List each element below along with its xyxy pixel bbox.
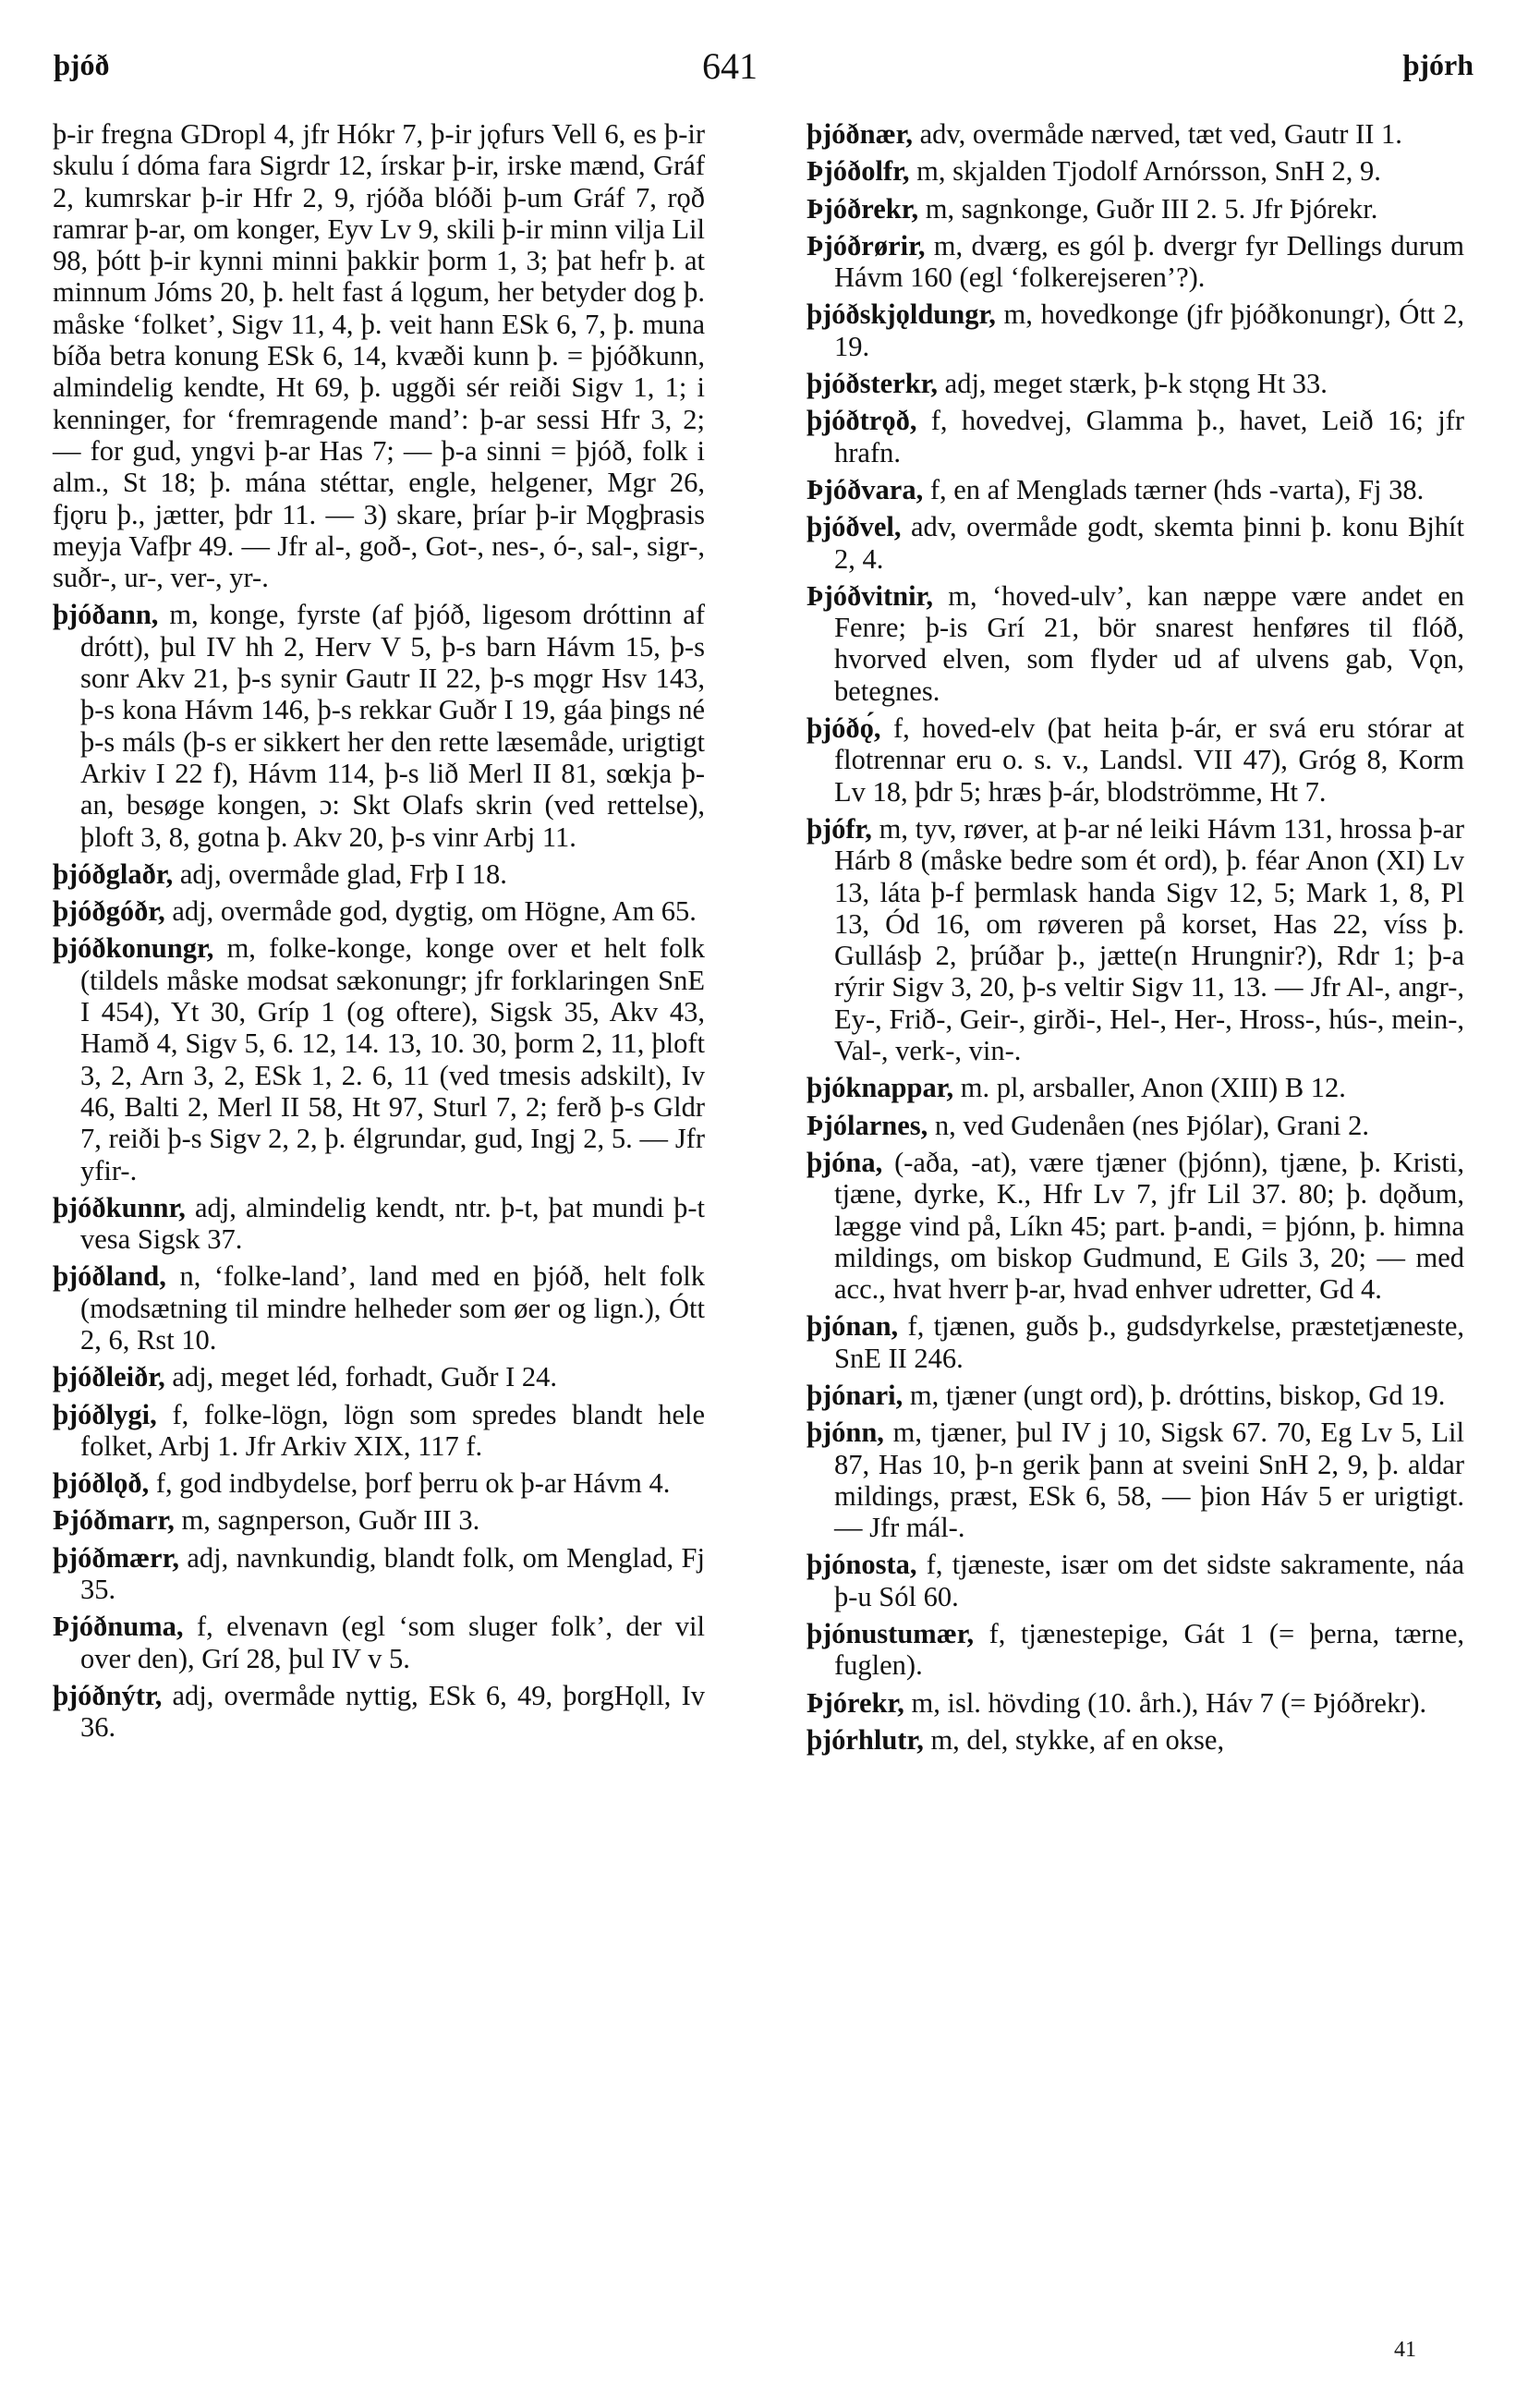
dictionary-entry [807,1687,1464,1719]
dictionary-entry [53,1192,705,1256]
dictionary-entry [53,1260,705,1356]
entry-text: m, tyv, røver, at þ-ar né leiki Hávm 131, hrossa þ-ar Hárb 8 (måske bedre som ét ord), þ. féar Anon (XI) Lv 13, láta þ-f þermlask handa Sigv 12, 5; Mark 1, 8, Pl 13, Ód 16, om røveren på korset, Has 22, víss þ. Gullásþ 2, þrúðar þ., jætte(n Hrungnir?), Rdr 1; þ-a rýrir Sigv 3, 20, þ-s veltir Sigv 11, 13. — Jfr Al-, angr-, Ey-, Frið-, Geir-, girði-, Hel-, Her-, Hross-, hús-, mein-, Val-, verk-, vin-. [834,812,1464,1067]
left-column [53,118,705,1749]
entry-headword: þjóðlygi, [53,1398,157,1430]
entry-text: m. pl, arsballer, Anon (XIII) B 12. [953,1072,1346,1104]
entry-headword: þjóðgóðr, [53,895,165,928]
entry-text: adj, meget léd, forhadt, Guðr I 24. [164,1361,558,1393]
entry-headword: þjóðkonungr, [53,932,214,965]
entry-headword: Þjólarnes, [807,1109,928,1141]
dictionary-entry [807,118,1464,150]
entry-headword: Þjóðvitnir, [807,579,933,612]
entry-text: m, tjæner (ungt ord), þ. dróttins, biskop, Gd 19. [903,1379,1446,1411]
entry-text: f, tjæneste, især om det sidste sakramente, náa þ-u Sól 60. [834,1549,1464,1612]
entry-headword: þjóðmærr, [53,1541,179,1574]
dictionary-entry [53,1361,705,1393]
dictionary-entry [807,405,1464,468]
entry-text: f, tjænen, guðs þ., gudsdyrkelse, præstetjæneste, SnE II 246. [834,1310,1464,1374]
entry-text: m, sagnperson, Guðr III 3. [174,1504,480,1537]
entry-headword: Þjóðnuma, [53,1611,184,1643]
dictionary-entry [53,1542,705,1606]
entry-text: f, hovedvej, Glamma þ., havet, Leið 16; jfr hrafn. [834,405,1464,468]
dictionary-entry [807,1417,1464,1543]
entry-headword: þjóðsterkr, [807,368,939,400]
dictionary-entry [53,1399,705,1463]
entry-headword: þjóðkunnr, [53,1191,186,1223]
dictionary-entry [807,1724,1464,1756]
entry-headword: þjónari, [807,1379,904,1411]
entry-text: adj, almindelig kendt, ntr. þ-t, þat mundi þ-t vesa Sigsk 37. [80,1191,705,1256]
dictionary-entry [807,813,1464,1066]
entry-headword: þjónan, [807,1310,899,1343]
entry-headword: þjóna, [807,1146,883,1178]
entry-text: f, elvenavn (egl ‘som sluger folk’, der vil over den), Grí 28, þul IV v 5. [80,1611,705,1674]
dictionary-entry [53,599,705,852]
dictionary-entry [807,368,1464,399]
dictionary-entry [807,1110,1464,1141]
entry-headword: þjóðland, [53,1260,166,1293]
entry-text: m, skjalden Tjodolf Arnórsson, SnH 2, 9. [909,155,1381,188]
entry-headword: þjóðleiðr, [53,1361,165,1393]
entry-headword: Þjórekr, [807,1686,904,1719]
entry-text: m, sagnkonge, Guðr III 2. 5. Jfr Þjórekr. [918,192,1378,225]
entry-headword: þjóðvel, [807,511,902,543]
entry-text: þ-ir fregna GDropl 4, jfr Hókr 7, þ-ir jǫfurs Vell 6, es þ-ir skulu í dóma fara Sigrdr 12, írskar þ-ir, irske mænd, Gráf 2, kumrskar þ-ir Hfr 2, 9, rjóða blóði þ-um Gráf 7, rǫð ramrar þ-ar, om konger, Eyv Lv 9, skili þ-ir minn vilja Lil 98, þótt þ-ir kynni minni þakkir þorm 1, 3; þat hefr þ. at minnum Jóms 20, þ. helt fast á lǫgum, her betyder dog þ. måske ‘folket’, Sigv 11, 4, þ. veit hann ESk 6, 7, þ. muna bíða betra konung ESk 6, 14, kvæði kunn þ. = þjóðkunn, almindelig kendte, Ht 69, þ. uggði sér reiði Sigv 1, 1; i kenninger, for ‘fremragende mand’: þ-ar sessi Hfr 3, 2; — for gud, yngvi þ-ar Has 7; — þ-a sinni = þjóð, folk i alm., St 18; þ. mána stéttar, engle, helgener, Mgr 26, fjǫru þ., jætter, þdr 11. — 3) skare, þríar þ-ir Mǫgþrasis meyja Vafþr 49. — Jfr al-, goð-, Got-, nes-, ó-, sal-, sigr-, suðr-, ur-, ver-, yr-. [53,118,705,594]
entry-text: m, tjæner, þul IV j 10, Sigsk 67. 70, Eg Lv 5, Lil 87, Has 10, þ-n gerik þann at sveini SnH 2, 9, þ. aldar mildings, præst, ESk 6, 58, — þion Háv 5 er urigtigt. — Jfr mál-. [834,1417,1464,1544]
dictionary-entry [53,1680,705,1744]
dictionary-entry [53,858,705,890]
entry-text: adj, meget stærk, þ-k stǫng Ht 33. [938,368,1328,400]
dictionary-entry [807,230,1464,294]
entry-headword: Þjóðmarr, [53,1504,175,1537]
dictionary-entry [807,712,1464,808]
entry-headword: Þjóðolfr, [807,155,910,188]
dictionary-entry [53,118,705,593]
entry-text: m, dværg, es gól þ. dvergr fyr Dellings durum Hávm 160 (egl ‘folkerejseren’?). [834,229,1464,294]
dictionary-entry [807,155,1464,187]
page-number: 641 [702,45,758,87]
entry-headword: þjóðnær, [807,118,913,150]
entry-text: (-aða, -at), være tjæner (þjónn), tjæne, þ. Kristi, tjæne, dyrke, K., Hfr Lv 7, jfr Lil 37. 80; þ. dǫðum, lægge vind på, Líkn 45; part. þ-andi, = þjónn, þ. himna mildings, om biskop Gudmund, E Gils 3, 20; — med acc., hvat hverr þ-ar, hvad enhver udretter, Gd 4. [834,1146,1464,1306]
dictionary-entry [807,1072,1464,1103]
right-column [807,118,1464,1761]
signature-mark: 41 [1394,2338,1416,2362]
dictionary-entry [53,1611,705,1674]
entry-headword: þjóðglaðr, [53,857,174,890]
entry-text: adj, navnkundig, blandt folk, om Menglad, Fj 35. [80,1541,705,1606]
entry-headword: Þjóðrørir, [807,229,926,261]
entry-headword: þjóknappar, [807,1072,954,1104]
dictionary-entry [53,1504,705,1536]
entry-headword: þjóðtrǫð, [807,405,917,437]
dictionary-entry [807,1618,1464,1682]
running-head-left: þjóð [54,48,110,81]
entry-headword: þjóðlǫð, [53,1467,150,1500]
entry-text: m, konge, fyrste (af þjóð, ligesom dróttinn af drótt), þul IV hh 2, Herv V 5, þ-s barn Hávm 15, þ-s sonr Akv 21, þ-s synir Gautr II 22, þ-s mǫgr Hsv 143, þ-s kona Hávm 146, þ-s rekkar Guðr I 19, gáa þings né þ-s máls (þ-s er sikkert her den rette læsemåde, urigtigt Arkiv I 22 f), Hávm 114, þ-s lið Merl II 81, sœkja þ-an, besøge kongen, ɔ: Skt Olafs skrin (ved rettelse), þloft 3, 8, gotna þ. Akv 20, þ-s vinr Arbj 11. [80,599,705,853]
entry-headword: þjónustumær, [807,1618,975,1650]
dictionary-entry [807,511,1464,575]
entry-text: m, del, stykke, af en okse, [923,1723,1225,1756]
entry-text: n, ved Gudenåen (nes Þjólar), Grani 2. [928,1109,1369,1141]
running-head-right: þjórh [1402,48,1474,81]
entry-text: m, folke-konge, konge over et helt folk (tildels måske modsat sækonungr; jfr forklaringen SnE I 454), Yt 30, Gríp 1 (og oftere), Sigsk 35, Akv 43, Hamð 4, Sigv 5, 6. 12, 14. 13, 10. 30, þorm 2, 11, þloft 3, 2, Arn 3, 2, ESk 1, 2. 6, 11 (ved tmesis adskilt), Iv 46, Balti 2, Merl II 58, Ht 97, Sturl 7, 2; ferð þ-s Gldr 7, reiði þ-s Sigv 2, 2, þ. élgrundar, gud, Ingj 2, 5. — Jfr yfir-. [80,932,705,1186]
entry-headword: þjóðnýtr, [53,1679,163,1711]
entry-text: f, folke-lögn, lögn som spredes blandt hele folket, Arbj 1. Jfr Arkiv XIX, 117 f. [80,1398,705,1462]
entry-text: n, ‘folke-land’, land med en þjóð, helt folk (modsætning til mindre helheder som øer og lign.), Ótt 2, 6, Rst 10. [80,1260,705,1356]
dictionary-entry [807,193,1464,225]
entry-text: adv, overmåde godt, skemta þinni þ. konu Bjhít 2, 4. [834,511,1464,575]
dictionary-entry [807,1380,1464,1411]
entry-headword: þjórhlutr, [807,1723,924,1756]
dictionary-entry [53,895,705,927]
entry-text: adv, overmåde nærved, tæt ved, Gautr II 1. [912,118,1402,150]
entry-text: f, hoved-elv (þat heita þ-ár, er svá eru stórar at flotrennar eru o. s. v., Landsl. VII 47), Gróg 8, Korm Lv 18, þdr 5; hræs þ-ár, blodströmme, Ht 7. [834,712,1464,808]
entry-headword: þjónn, [807,1417,884,1449]
entry-text: adj, overmåde nyttig, ESk 6, 49, þorgHǫll, Iv 36. [80,1679,705,1744]
entry-headword: þjóðann, [53,599,159,631]
entry-text: m, ‘hoved-ulv’, kan næppe være andet en Fenre; þ-is Grí 21, bör snarest henføres til flóð, hvorved elven, som flyder ud af ulvens gab, Vǫn, betegnes. [834,579,1464,707]
entry-text: f, god indbydelse, þorf þerru ok þ-ar Hávm 4. [149,1467,671,1500]
dictionary-entry [53,1467,705,1499]
entry-headword: þjófr, [807,812,872,845]
dictionary-entry [807,1147,1464,1305]
entry-text: f, tjænestepige, Gát 1 (= þerna, tærne, fuglen). [834,1618,1464,1682]
dictionary-entry [807,474,1464,505]
entry-text: adj, overmåde glad, Frþ I 18. [173,857,507,890]
entry-headword: Þjóðrekr, [807,192,919,225]
entry-headword: Þjóðvara, [807,473,924,505]
entry-text: adj, overmåde god, dygtig, om Högne, Am 65. [164,895,697,928]
entry-text: m, hovedkonge (jfr þjóðkonungr), Ótt 2, 19. [834,298,1464,362]
entry-headword: þjóðskjǫldungr, [807,298,996,331]
entry-text: f, en af Menglads tærner (hds -varta), Fj 38. [923,473,1425,505]
dictionary-entry [53,932,705,1186]
dictionary-entry [807,580,1464,707]
dictionary-entry [807,1549,1464,1612]
entry-text: m, isl. hövding (10. årh.), Háv 7 (= Þjóðrekr). [904,1686,1427,1719]
entry-headword: þjóðǫ́, [807,712,881,745]
entry-headword: þjónosta, [807,1549,917,1581]
dictionary-entry [807,1310,1464,1374]
dictionary-entry [807,298,1464,362]
